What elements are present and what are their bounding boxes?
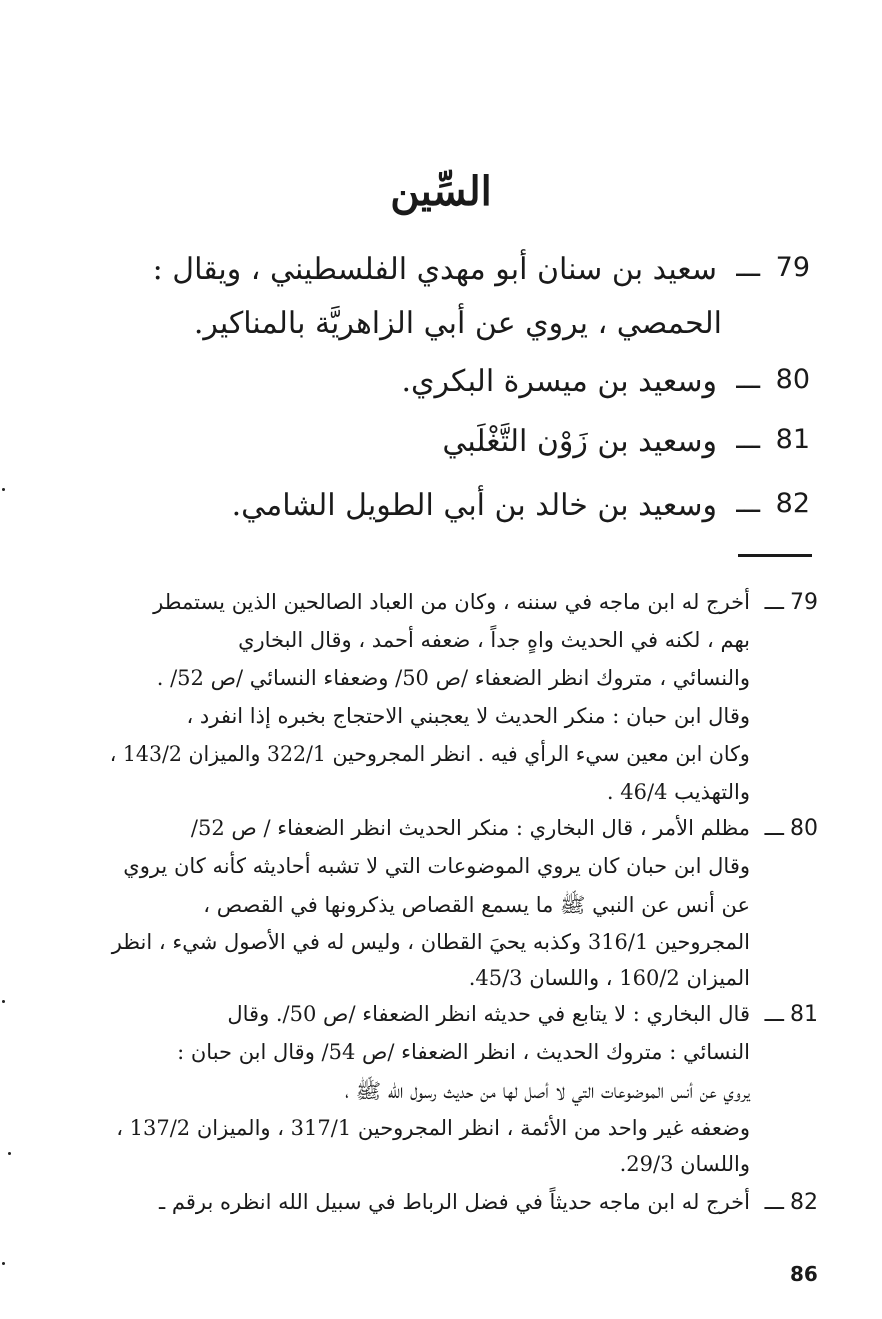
footnote-line: عن أنس عن النبي ﷺ ما يسمع القصاص يذكرونها في القصص ،: [203, 893, 750, 917]
section-title: السِّين: [390, 168, 492, 215]
entry-text-line: وسعيد بن خالد بن أبي الطويل الشامي.: [231, 488, 717, 523]
footnote-dash: ـــ: [764, 590, 784, 615]
footnote-line: أخرج له ابن ماجه حديثاً في فضل الرباط في سبيل الله انظره برقم ـ: [159, 1190, 750, 1214]
scan-speck: [2, 1000, 5, 1003]
footnote-dash: ـــ: [764, 1190, 784, 1215]
entry-dash: ـــ: [736, 252, 760, 283]
footnote-line: وكان ابن معين سيء الرأي فيه . انظر المجروحين 322/1 والميزان 143/2 ،: [109, 742, 750, 766]
entry-number: 79: [775, 252, 810, 283]
footnote-number: 79: [790, 590, 818, 615]
footnote-line: وضعفه غير واحد من الأئمة ، انظر المجروحين 317/1 ، والميزان 137/2 ،: [116, 1116, 750, 1140]
entry-dash: ـــ: [736, 424, 760, 455]
footnote-line: يروي عن أنس الموضوعات التي لا أصل لها من حديث رسول الله ﷺ ،: [345, 1079, 750, 1103]
scan-speck: [8, 1152, 11, 1155]
entry-number: 80: [775, 364, 810, 395]
footnote-dash: ـــ: [764, 816, 784, 841]
footnote-number: 80: [790, 816, 818, 841]
scan-speck: [2, 488, 5, 491]
footnote-line: وقال ابن حبان كان يروي الموضوعات التي لا تشبه أحاديثه كأنه كان يروي: [123, 854, 750, 878]
footnote-number: 82: [790, 1190, 818, 1215]
footnote-line: مظلم الأمر ، قال البخاري : منكر الحديث انظر الضعفاء / ص 52/: [190, 816, 750, 840]
footnote-separator: [738, 554, 812, 557]
footnote-line: والنسائي ، متروك انظر الضعفاء /ص 50/ وضعفاء النسائي /ص 52/ .: [156, 666, 750, 690]
footnote-line: أخرج له ابن ماجه في سننه ، وكان من العباد الصالحين الذين يستمطر: [153, 590, 750, 614]
footnote-line: النسائي : متروك الحديث ، انظر الضعفاء /ص 54/ وقال ابن حبان :: [177, 1040, 750, 1064]
entry-text-line: وسعيد بن ميسرة البكري.: [401, 364, 717, 399]
footnote-line: قال البخاري : لا يتابع في حديثه انظر الضعفاء /ص 50/. وقال: [227, 1002, 750, 1026]
entry-text-line: الحمصي ، يروي عن أبي الزاهريَّة بالمناكير.: [193, 306, 722, 341]
footnote-line: والتهذيب 46/4 .: [606, 780, 750, 804]
entry-dash: ـــ: [736, 364, 760, 395]
footnote-line: وقال ابن حبان : منكر الحديث لا يعجبني الاحتجاج بخبره إذا انفرد ،: [186, 704, 750, 728]
footnote-line: المجروحين 316/1 وكذبه يحيَ القطان ، وليس له في الأصول شيء ، انظر: [111, 930, 750, 954]
footnote-number: 81: [790, 1002, 818, 1027]
entry-dash: ـــ: [736, 488, 760, 519]
footnote-line: واللسان 29/3.: [619, 1152, 750, 1176]
entry-number: 81: [775, 424, 810, 455]
entry-text-line: وسعيد بن زَوْن التَّغْلَبي: [442, 424, 717, 459]
entry-number: 82: [775, 488, 810, 519]
page-number: 86: [790, 1262, 818, 1286]
entry-text-line: سعيد بن سنان أبو مهدي الفلسطيني ، ويقال :: [152, 252, 717, 287]
scan-speck: [2, 1262, 5, 1265]
footnote-line: بهم ، لكنه في الحديث واهٍ جداً ، ضعفه أحمد ، وقال البخاري: [238, 628, 750, 652]
footnote-dash: ـــ: [764, 1002, 784, 1027]
footnote-line: الميزان 160/2 ، واللسان 45/3.: [468, 966, 750, 990]
